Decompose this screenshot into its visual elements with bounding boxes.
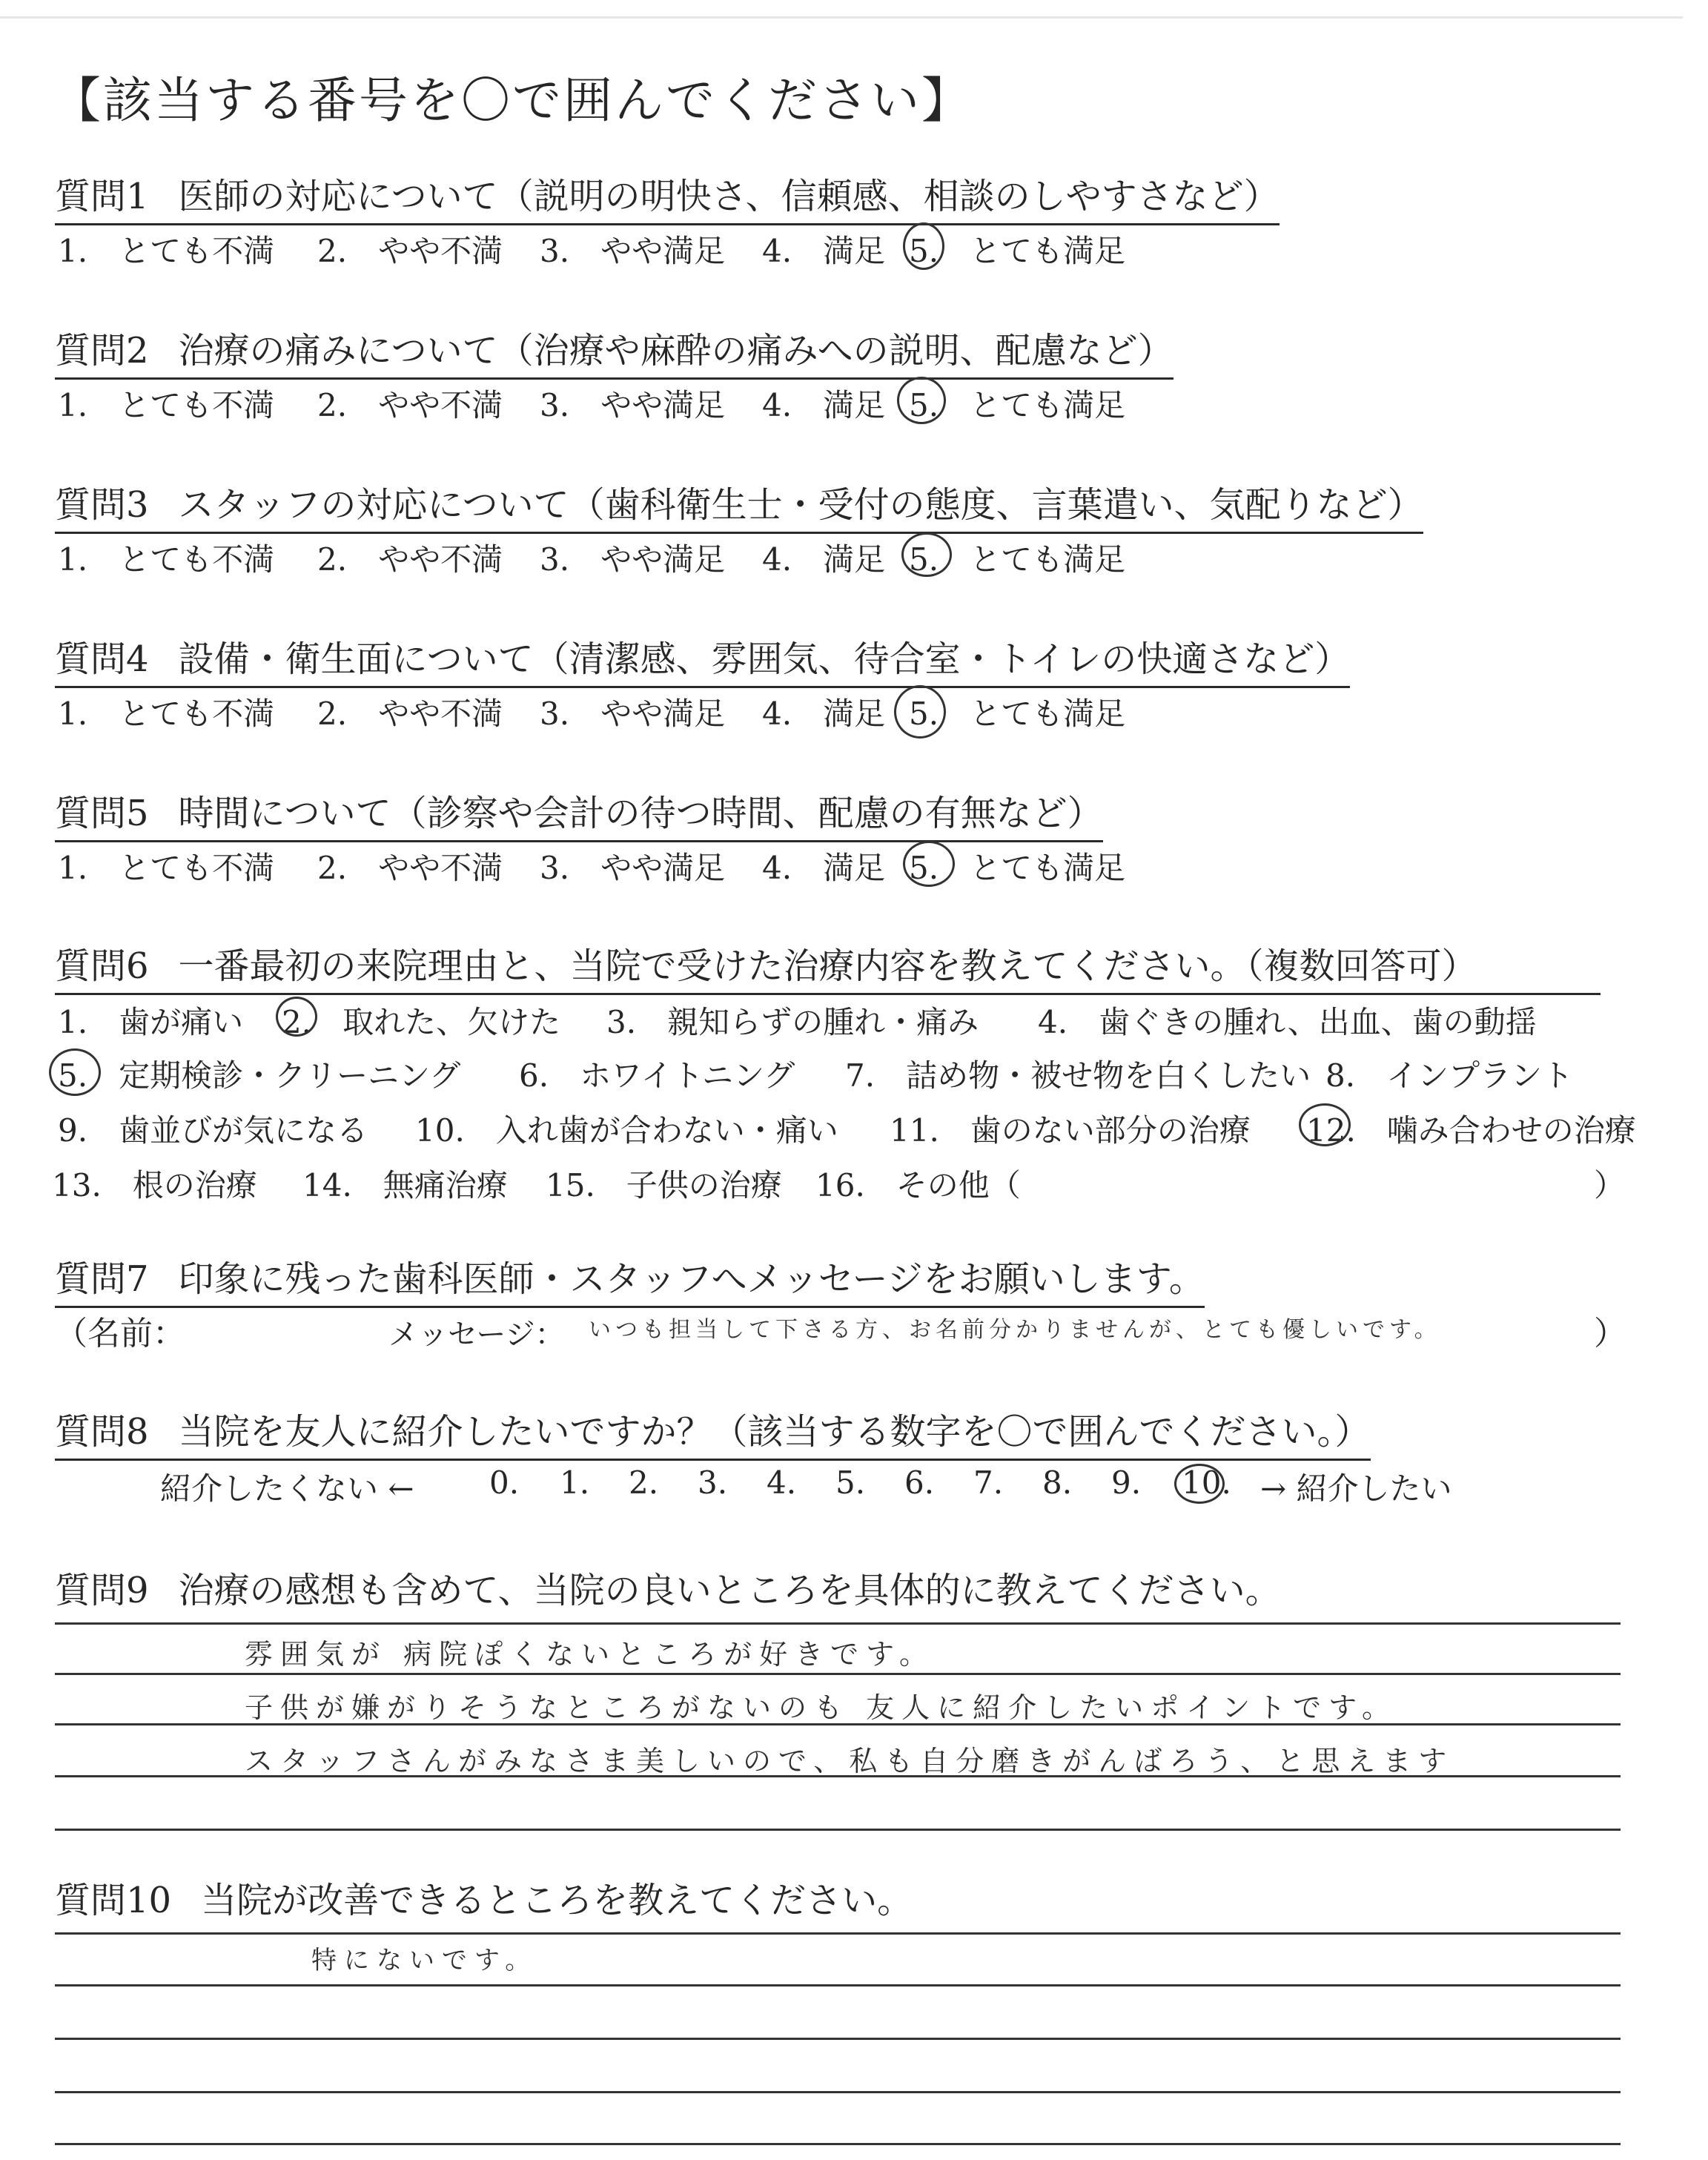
question-title: 質問2 治療の痛みについて（治療や麻酔の痛みへの説明、配慮など） [55, 322, 1174, 380]
top-divider [0, 16, 1683, 19]
option-4[interactable]: 4. 満足 [762, 541, 886, 578]
question-title: 質問9 治療の感想も含めて、当院の良いところを具体的に教えてください。 [55, 1570, 1281, 1611]
handwritten-answer-line[interactable]: 特にないです。 [311, 1946, 538, 1975]
handwritten-answer-line[interactable]: スタッフさんがみなさま美しいので、私も自分磨きがんばろう、と思えます [245, 1745, 1454, 1777]
scale-3[interactable]: 3. [698, 1464, 728, 1501]
message-closing-paren: ） [1594, 1315, 1626, 1353]
option-1[interactable]: 1. とても不満 [58, 387, 275, 423]
option-14[interactable]: 14. 無痛治療 [302, 1167, 508, 1203]
option-5[interactable]: 5. とても満足 [909, 850, 1126, 886]
question-title: 質問8 当院を友人に紹介したいですか？（該当する数字を〇で囲んでください。） [55, 1403, 1371, 1461]
answer-line [55, 1673, 1621, 1675]
option-5[interactable]: 5. とても満足 [909, 387, 1126, 423]
option-5[interactable]: 5. とても満足 [909, 696, 1126, 732]
name-label: （名前： [55, 1315, 185, 1353]
option-10[interactable]: 10. 入れ歯が合わない・痛い [415, 1112, 838, 1149]
option-3[interactable]: 3. やや満足 [540, 233, 726, 269]
selected-answer-circle [1299, 1103, 1351, 1146]
option-4[interactable]: 4. 満足 [762, 696, 886, 732]
option-2[interactable]: 2. やや不満 [317, 850, 503, 886]
answer-line [55, 2143, 1621, 2145]
question-title: 質問1 医師の対応について（説明の明快さ、信頼感、相談のしやすさなど） [55, 168, 1280, 225]
option-15[interactable]: 15. 子供の治療 [546, 1167, 782, 1203]
scale-0[interactable]: 0. [489, 1464, 520, 1501]
option-11[interactable]: 11. 歯のない部分の治療 [890, 1112, 1251, 1149]
option-2[interactable]: 2. やや不満 [317, 696, 503, 732]
selected-answer-circle [894, 685, 946, 739]
option-3[interactable]: 3. やや満足 [540, 387, 726, 423]
selected-answer-circle [897, 377, 946, 424]
scale-8[interactable]: 8. [1042, 1464, 1073, 1501]
option-7[interactable]: 7. 詰め物・被せ物を白くしたい [845, 1057, 1311, 1094]
option-4[interactable]: 4. 満足 [762, 850, 886, 886]
option-5[interactable]: 5. 定期検診・クリーニング [58, 1057, 461, 1094]
question-title: 質問5 時間について（診察や会計の待つ時間、配慮の有無など） [55, 785, 1103, 842]
selected-answer-circle [903, 841, 955, 887]
selected-answer-circle [276, 997, 317, 1037]
message-label: メッセージ： [388, 1318, 565, 1352]
answer-line [55, 2038, 1621, 2040]
scale-6[interactable]: 6. [904, 1464, 935, 1501]
scale-left-label: 紹介したくない ← [160, 1470, 414, 1507]
question-title: 質問6 一番最初の来院理由と、当院で受けた治療内容を教えてください。（複数回答可） [55, 937, 1601, 995]
option-4[interactable]: 4. 歯ぐきの腫れ、出血、歯の動揺 [1038, 1004, 1537, 1040]
option-5[interactable]: 5. とても満足 [909, 541, 1126, 578]
scale-4[interactable]: 4. [767, 1464, 797, 1501]
scale-9[interactable]: 9. [1111, 1464, 1142, 1501]
handwritten-answer-line[interactable]: 子供が嫌がりそうなところがないのも 友人に紹介したいポイントです。 [245, 1691, 1398, 1724]
option-2[interactable]: 2. やや不満 [317, 387, 503, 423]
option-16[interactable]: 16. その他（ [815, 1167, 1021, 1203]
selected-answer-circle [903, 222, 944, 270]
scale-5[interactable]: 5. [835, 1464, 866, 1501]
option-1[interactable]: 1. 歯が痛い [58, 1004, 244, 1040]
option-2[interactable]: 2. 取れた、欠けた [282, 1004, 561, 1040]
selected-answer-circle [49, 1048, 101, 1096]
question-title: 質問7 印象に残った歯科医師・スタッフへメッセージをお願いします。 [55, 1250, 1205, 1308]
option-4[interactable]: 4. 満足 [762, 233, 886, 269]
selected-answer-circle [901, 532, 952, 577]
option-6[interactable]: 6. ホワイトニング [519, 1057, 795, 1094]
option-3[interactable]: 3. やや満足 [540, 850, 726, 886]
option-4[interactable]: 4. 満足 [762, 387, 886, 423]
scale-2[interactable]: 2. [629, 1464, 659, 1501]
other-closing-paren: ） [1594, 1167, 1626, 1203]
option-3[interactable]: 3. やや満足 [540, 541, 726, 578]
question-title: 質問3 スタッフの対応について（歯科衛生士・受付の態度、言葉遣い、気配りなど） [55, 476, 1423, 534]
handwritten-answer-line[interactable]: 雰囲気が 病院ぽくないところが好きです。 [245, 1638, 936, 1671]
answer-line [55, 1829, 1621, 1831]
scale-10[interactable]: 10. [1182, 1464, 1231, 1501]
question-title: 質問4 設備・衛生面について（清潔感、雰囲気、待合室・トイレの快適さなど） [55, 630, 1350, 688]
option-5[interactable]: 5. とても満足 [909, 233, 1126, 269]
answer-line [55, 2091, 1621, 2093]
option-1[interactable]: 1. とても不満 [58, 541, 275, 578]
option-1[interactable]: 1. とても不満 [58, 696, 275, 732]
option-8[interactable]: 8. インプラント [1325, 1057, 1574, 1094]
question-title: 質問10 当院が改善できるところを教えてください。 [55, 1880, 913, 1921]
option-1[interactable]: 1. とても不満 [58, 850, 275, 886]
option-2[interactable]: 2. やや不満 [317, 541, 503, 578]
message-handwritten[interactable]: いつも担当して下さる方、お名前分かりませんが、とても優しいです。 [589, 1317, 1441, 1343]
selected-answer-circle [1174, 1464, 1225, 1504]
option-12[interactable]: 12. 噛み合わせの治療 [1306, 1112, 1636, 1149]
option-1[interactable]: 1. とても不満 [58, 233, 275, 269]
option-3[interactable]: 3. 親知らずの腫れ・痛み [606, 1004, 979, 1040]
option-9[interactable]: 9. 歯並びが気になる [58, 1112, 368, 1149]
answer-line [55, 1932, 1621, 1935]
scale-7[interactable]: 7. [973, 1464, 1004, 1501]
option-3[interactable]: 3. やや満足 [540, 696, 726, 732]
answer-line [55, 1984, 1621, 1986]
option-13[interactable]: 13. 根の治療 [52, 1167, 257, 1203]
page-title: 【該当する番号を〇で囲んでください】 [52, 72, 973, 129]
answer-line [55, 1622, 1621, 1625]
option-2[interactable]: 2. やや不満 [317, 233, 503, 269]
scale-1[interactable]: 1. [560, 1464, 590, 1501]
scale-right-label: → 紹介したい [1260, 1470, 1452, 1507]
